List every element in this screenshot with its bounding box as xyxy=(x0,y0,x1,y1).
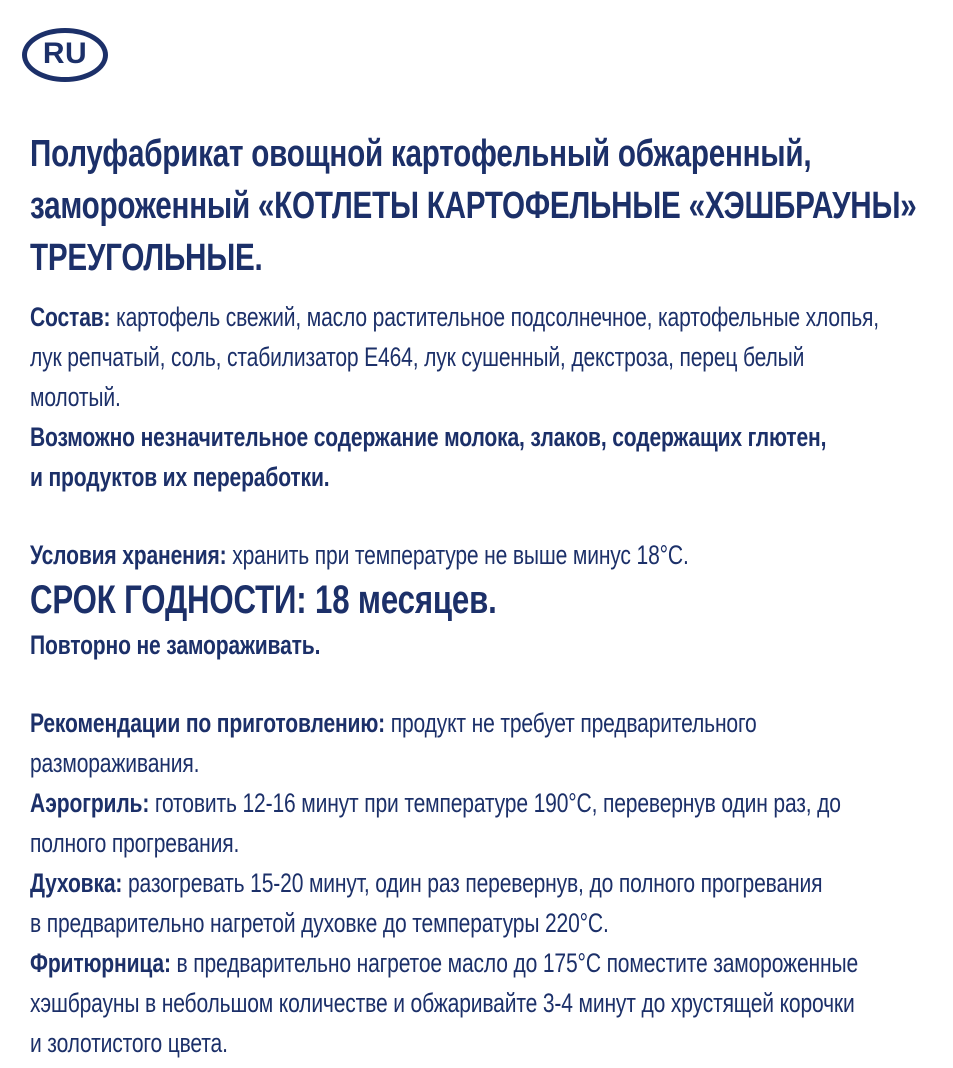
text-segment: в предварительно нагретое масло до 175°С поместите замороженные xyxy=(176,948,859,978)
text-segment: лук репчатый, соль, стабилизатор Е464, лук сушенный, декстроза, перец белый xyxy=(30,342,805,372)
text-line xyxy=(30,625,953,665)
text-segment: в предварительно нагретой духовке до температуры 220°С. xyxy=(30,908,609,938)
paragraph-refreeze-warning xyxy=(30,625,953,665)
text-segment: и золотистого цвета. xyxy=(30,1028,228,1058)
text-segment: разогревать 15-20 минут, один раз перевернув, до полного прогревания xyxy=(127,868,823,898)
text-segment: продукт не требует предварительного xyxy=(390,708,757,738)
bold-text-segment: Состав: xyxy=(30,302,117,332)
text-line xyxy=(30,457,953,497)
title-line: замороженный «КОТЛЕТЫ КАРТОФЕЛЬНЫЕ «ХЭШБРАУНЫ» xyxy=(30,185,917,227)
paragraph-airfryer-instructions xyxy=(30,783,953,863)
text-line xyxy=(30,743,953,783)
bold-text-segment: и продуктов их переработки. xyxy=(30,462,330,492)
bold-text-segment: Аэрогриль: xyxy=(30,788,155,818)
paragraph-cooking-recommendations xyxy=(30,703,953,783)
paragraph-composition xyxy=(30,297,953,417)
paragraph-oven-instructions xyxy=(30,863,953,943)
text-line xyxy=(30,783,953,823)
text-line xyxy=(30,535,953,575)
bold-text-segment: Условия хранения: xyxy=(30,540,233,570)
bold-text-segment: Фритюрница: xyxy=(30,948,177,978)
text-line xyxy=(30,337,953,377)
text-segment: хранить при температуре не выше минус 18°С. xyxy=(232,540,689,570)
text-segment: картофель свежий, масло растительное подсолнечное, картофельные хлопья, xyxy=(116,302,880,332)
product-title xyxy=(30,128,953,284)
title-line: ТРЕУГОЛЬНЫЕ. xyxy=(30,237,263,279)
text-segment: полного прогревания. xyxy=(30,828,240,858)
paragraph-allergen-warning xyxy=(30,417,953,497)
text-segment: молотый. xyxy=(30,382,121,412)
bold-text-segment: СРОК ГОДНОСТИ: 18 месяцев. xyxy=(30,578,497,622)
text-line xyxy=(30,943,953,983)
text-line xyxy=(30,863,953,903)
ru-language-badge xyxy=(22,28,108,82)
bold-text-segment: Повторно не замораживать. xyxy=(30,630,321,660)
text-line xyxy=(30,903,953,943)
bold-text-segment: Рекомендации по приготовлению: xyxy=(30,708,391,738)
paragraph-deepfryer-instructions xyxy=(30,943,953,1063)
text-line xyxy=(30,417,953,457)
text-segment: хэшбрауны в небольшом количестве и обжаривайте 3-4 минут до хрустящей корочки xyxy=(30,988,855,1018)
label-content xyxy=(30,128,953,1063)
title-line: Полуфабрикат овощной картофельный обжаренный, xyxy=(30,133,812,175)
text-line xyxy=(30,297,953,337)
text-line xyxy=(30,823,953,863)
text-line xyxy=(30,983,953,1023)
ru-badge-label: RU xyxy=(42,37,88,70)
text-segment: размораживания. xyxy=(30,748,200,778)
label-paragraphs xyxy=(30,297,953,1063)
text-line xyxy=(30,1023,953,1063)
bold-text-segment: Духовка: xyxy=(30,868,128,898)
text-line xyxy=(30,575,953,625)
text-line xyxy=(30,377,953,417)
paragraph-storage-conditions xyxy=(30,535,953,575)
text-segment: готовить 12-16 минут при температуре 190°С, перевернув один раз, до xyxy=(154,788,841,818)
bold-text-segment: Возможно незначительное содержание молока, злаков, содержащих глютен, xyxy=(30,422,827,452)
text-line xyxy=(30,703,953,743)
paragraph-shelf-life xyxy=(30,575,953,625)
